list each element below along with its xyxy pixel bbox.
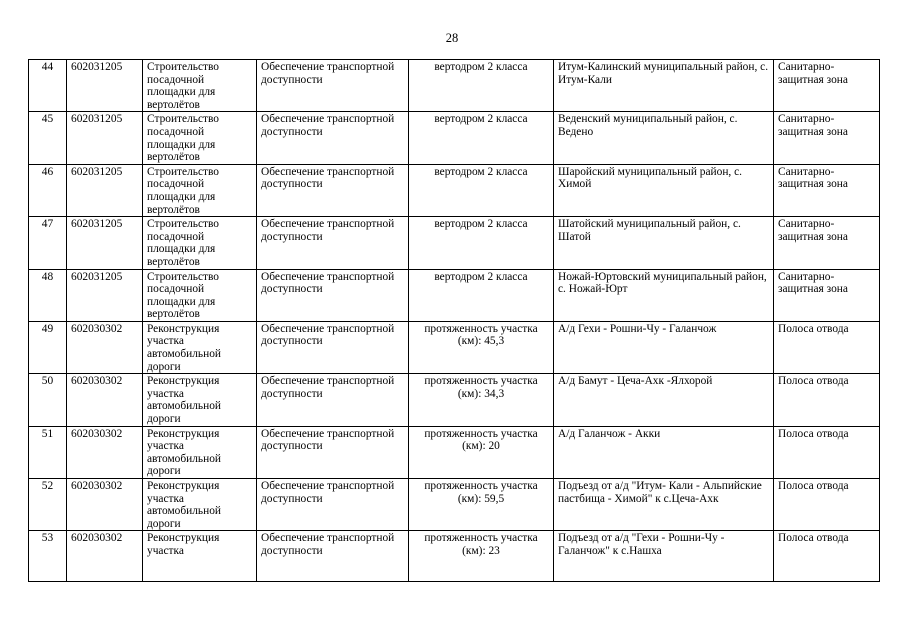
parameter-cell: вертодром 2 класса xyxy=(409,269,554,321)
zone-cell: Санитарно-защитная зона xyxy=(774,164,880,216)
object-name-cell: Строительство посадочной площадки для вертолётов xyxy=(143,112,257,164)
table-row xyxy=(29,112,880,164)
purpose-cell: Обеспечение транспортной доступности xyxy=(257,60,409,112)
location-cell: Подъезд от а/д "Итум- Кали - Альпийские пастбища - Химой" к с.Цеча-Ахк xyxy=(554,479,774,531)
parameter-cell: протяженность участка (км): 34,3 xyxy=(409,374,554,426)
table-row xyxy=(29,269,880,321)
table-row xyxy=(29,479,880,531)
table-row xyxy=(29,164,880,216)
code-cell: 602030302 xyxy=(67,426,143,478)
code-cell: 602030302 xyxy=(67,479,143,531)
code-cell: 602031205 xyxy=(67,112,143,164)
row-number-cell: 53 xyxy=(29,531,67,582)
row-number-cell: 46 xyxy=(29,164,67,216)
purpose-cell: Обеспечение транспортной доступности xyxy=(257,112,409,164)
code-cell: 602030302 xyxy=(67,531,143,582)
code-cell: 602031205 xyxy=(67,217,143,269)
row-number-cell: 44 xyxy=(29,60,67,112)
code-cell: 602031205 xyxy=(67,269,143,321)
object-name-cell: Реконструкция участка автомобильной дороги xyxy=(143,479,257,531)
page-number: 28 xyxy=(445,31,459,45)
row-number-cell: 50 xyxy=(29,374,67,426)
zone-cell: Санитарно-защитная зона xyxy=(774,269,880,321)
zone-cell: Санитарно-защитная зона xyxy=(774,112,880,164)
location-cell: Итум-Калинский муниципальный район, с. Итум-Кали xyxy=(554,60,774,112)
table-row xyxy=(29,374,880,426)
table-row xyxy=(29,426,880,478)
purpose-cell: Обеспечение транспортной доступности xyxy=(257,269,409,321)
zone-cell: Полоса отвода xyxy=(774,374,880,426)
location-cell: Подъезд от а/д "Гехи - Рошни-Чу - Галанчож" к с.Нашха xyxy=(554,531,774,582)
code-cell: 602030302 xyxy=(67,321,143,373)
parameter-cell: вертодром 2 класса xyxy=(409,112,554,164)
table-row xyxy=(29,60,880,112)
zone-cell: Санитарно-защитная зона xyxy=(774,60,880,112)
location-cell: Шатойский муниципальный район, с. Шатой xyxy=(554,217,774,269)
location-cell: А/д Бамут - Цеча-Ахк -Ялхорой xyxy=(554,374,774,426)
row-number-cell: 49 xyxy=(29,321,67,373)
zone-cell: Полоса отвода xyxy=(774,426,880,478)
object-name-cell: Строительство посадочной площадки для вертолётов xyxy=(143,217,257,269)
object-name-cell: Строительство посадочной площадки для вертолётов xyxy=(143,60,257,112)
zone-cell: Санитарно-защитная зона xyxy=(774,217,880,269)
object-name-cell: Реконструкция участка xyxy=(143,531,257,582)
object-name-cell: Реконструкция участка автомобильной дороги xyxy=(143,426,257,478)
code-cell: 602030302 xyxy=(67,374,143,426)
object-name-cell: Реконструкция участка автомобильной дороги xyxy=(143,374,257,426)
table-row xyxy=(29,217,880,269)
code-cell: 602031205 xyxy=(67,164,143,216)
purpose-cell: Обеспечение транспортной доступности xyxy=(257,217,409,269)
purpose-cell: Обеспечение транспортной доступности xyxy=(257,479,409,531)
parameter-cell: протяженность участка (км): 23 xyxy=(409,531,554,582)
row-number-cell: 45 xyxy=(29,112,67,164)
row-number-cell: 48 xyxy=(29,269,67,321)
table-body xyxy=(29,60,880,582)
parameter-cell: протяженность участка (км): 59,5 xyxy=(409,479,554,531)
table-row xyxy=(29,321,880,373)
parameter-cell: вертодром 2 класса xyxy=(409,164,554,216)
object-name-cell: Строительство посадочной площадки для вертолётов xyxy=(143,164,257,216)
zone-cell: Полоса отвода xyxy=(774,321,880,373)
table-row xyxy=(29,531,880,582)
row-number-cell: 47 xyxy=(29,217,67,269)
zone-cell: Полоса отвода xyxy=(774,479,880,531)
parameter-cell: вертодром 2 класса xyxy=(409,60,554,112)
row-number-cell: 51 xyxy=(29,426,67,478)
purpose-cell: Обеспечение транспортной доступности xyxy=(257,164,409,216)
purpose-cell: Обеспечение транспортной доступности xyxy=(257,374,409,426)
location-cell: Ножай-Юртовский муниципальный район, с. Ножай-Юрт xyxy=(554,269,774,321)
purpose-cell: Обеспечение транспортной доступности xyxy=(257,531,409,582)
location-cell: Веденский муниципальный район, с. Ведено xyxy=(554,112,774,164)
parameter-cell: вертодром 2 класса xyxy=(409,217,554,269)
parameter-cell: протяженность участка (км): 20 xyxy=(409,426,554,478)
zone-cell: Полоса отвода xyxy=(774,531,880,582)
location-cell: А/д Галанчож - Акки xyxy=(554,426,774,478)
objects-table xyxy=(28,59,880,582)
object-name-cell: Реконструкция участка автомобильной дороги xyxy=(143,321,257,373)
code-cell: 602031205 xyxy=(67,60,143,112)
purpose-cell: Обеспечение транспортной доступности xyxy=(257,426,409,478)
location-cell: А/д Гехи - Рошни-Чу - Галанчож xyxy=(554,321,774,373)
purpose-cell: Обеспечение транспортной доступности xyxy=(257,321,409,373)
object-name-cell: Строительство посадочной площадки для вертолётов xyxy=(143,269,257,321)
parameter-cell: протяженность участка (км): 45,3 xyxy=(409,321,554,373)
location-cell: Шаройский муниципальный район, с. Химой xyxy=(554,164,774,216)
row-number-cell: 52 xyxy=(29,479,67,531)
